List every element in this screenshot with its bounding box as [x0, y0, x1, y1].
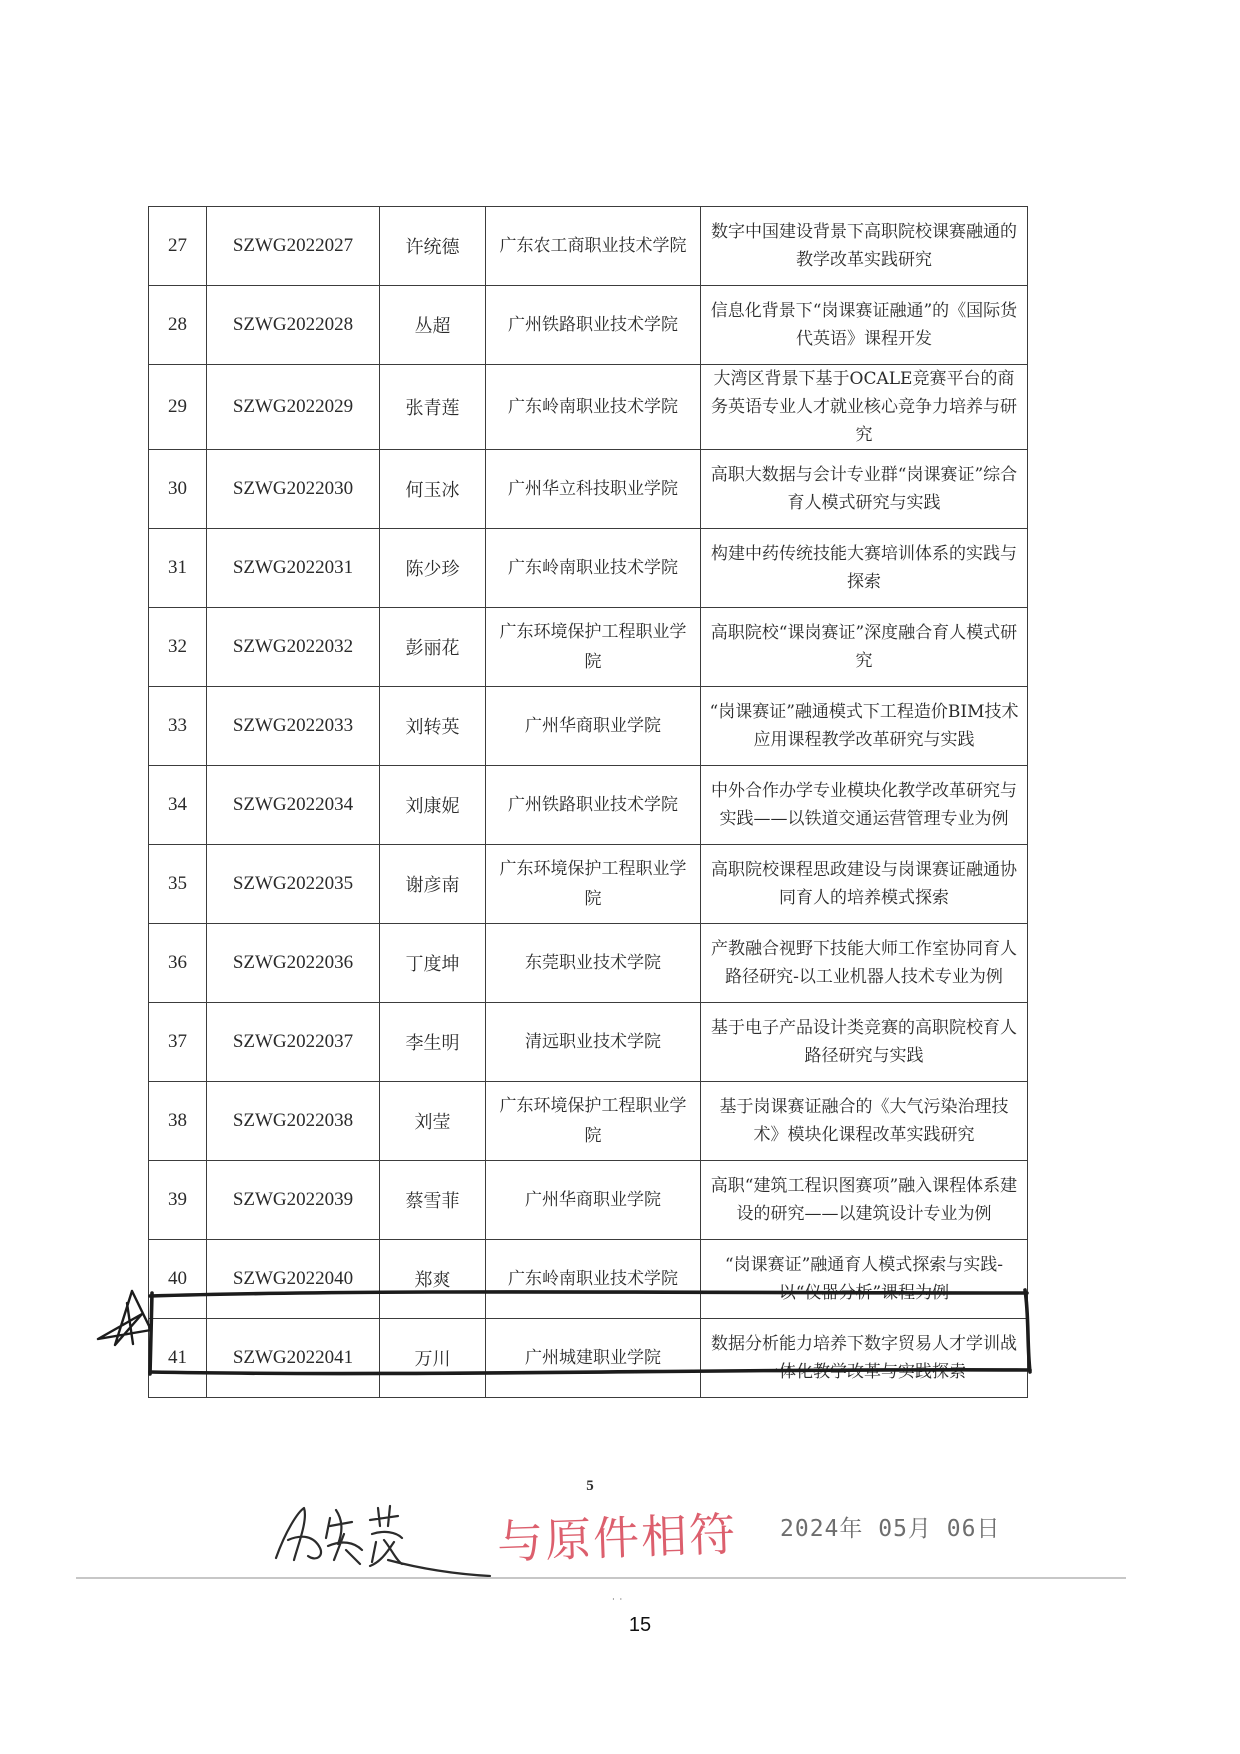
row-number-cell: 39 — [149, 1161, 207, 1240]
project-table-body — [149, 207, 1028, 1398]
row-number-cell: 41 — [149, 1319, 207, 1398]
table-row — [149, 1319, 1028, 1398]
table-row — [149, 924, 1028, 1003]
institution-cell: 广州华商职业学院 — [486, 687, 701, 766]
project-topic-cell: 高职院校课程思政建设与岗课赛证融通协同育人的培养模式探索 — [701, 845, 1028, 924]
project-code-cell: SZWG2022040 — [207, 1240, 380, 1319]
institution-cell: 广东岭南职业技术学院 — [486, 529, 701, 608]
footer-page-number: 15 — [628, 1614, 652, 1636]
table-row — [149, 1082, 1028, 1161]
leader-name-cell: 张青莲 — [380, 365, 486, 450]
leader-name-cell: 蔡雪菲 — [380, 1161, 486, 1240]
institution-cell: 广州华立科技职业学院 — [486, 450, 701, 529]
project-code-cell: SZWG2022028 — [207, 286, 380, 365]
institution-cell: 广州铁路职业技术学院 — [486, 766, 701, 845]
leader-name-cell: 郑爽 — [380, 1240, 486, 1319]
project-code-cell: SZWG2022033 — [207, 687, 380, 766]
leader-name-cell: 李生明 — [380, 1003, 486, 1082]
table-row — [149, 766, 1028, 845]
row-number-cell: 36 — [149, 924, 207, 1003]
footer-tick-mark: ˙ ˙ — [612, 1596, 624, 1610]
project-topic-cell: “岗课赛证”融通育人模式探索与实践-以“仪器分析”课程为例 — [701, 1240, 1028, 1319]
row-number-cell: 38 — [149, 1082, 207, 1161]
project-table — [148, 206, 1028, 1398]
institution-cell: 广东岭南职业技术学院 — [486, 365, 701, 450]
project-code-cell: SZWG2022036 — [207, 924, 380, 1003]
row-number-cell: 31 — [149, 529, 207, 608]
certification-date: 2024年 05月 06日 — [780, 1516, 1001, 1542]
row-number-cell: 34 — [149, 766, 207, 845]
project-topic-cell: 中外合作办学专业模块化教学改革研究与实践——以铁道交通运营管理专业为例 — [701, 766, 1028, 845]
leader-name-cell: 刘康妮 — [380, 766, 486, 845]
leader-name-cell: 万川 — [380, 1319, 486, 1398]
leader-name-cell: 丁度坤 — [380, 924, 486, 1003]
project-code-cell: SZWG2022034 — [207, 766, 380, 845]
project-topic-cell: 数据分析能力培养下数字贸易人才学训战一体化教学改革与实践探索 — [701, 1319, 1028, 1398]
project-code-cell: SZWG2022038 — [207, 1082, 380, 1161]
institution-cell: 广东环境保护工程职业学院 — [486, 845, 701, 924]
institution-cell: 广东农工商职业技术学院 — [486, 207, 701, 286]
row-number-cell: 33 — [149, 687, 207, 766]
leader-name-cell: 谢彦南 — [380, 845, 486, 924]
institution-cell: 东莞职业技术学院 — [486, 924, 701, 1003]
project-topic-cell: “岗课赛证”融通模式下工程造价BIM技术应用课程教学改革研究与实践 — [701, 687, 1028, 766]
table-row — [149, 529, 1028, 608]
table-row — [149, 450, 1028, 529]
table-row — [149, 207, 1028, 286]
row-number-cell: 37 — [149, 1003, 207, 1082]
row-number-cell: 40 — [149, 1240, 207, 1319]
row-number-cell: 30 — [149, 450, 207, 529]
row-number-cell: 28 — [149, 286, 207, 365]
project-topic-cell: 基于岗课赛证融合的《大气污染治理技术》模块化课程改革实践研究 — [701, 1082, 1028, 1161]
handwritten-signature — [268, 1490, 498, 1580]
project-topic-cell: 高职院校“课岗赛证”深度融合育人模式研究 — [701, 608, 1028, 687]
project-topic-cell: 构建中药传统技能大赛培训体系的实践与探索 — [701, 529, 1028, 608]
project-topic-cell: 信息化背景下“岗课赛证融通”的《国际货代英语》课程开发 — [701, 286, 1028, 365]
leader-name-cell: 刘莹 — [380, 1082, 486, 1161]
table-row — [149, 687, 1028, 766]
leader-name-cell: 何玉冰 — [380, 450, 486, 529]
row-number-cell: 29 — [149, 365, 207, 450]
leader-name-cell: 丛超 — [380, 286, 486, 365]
project-code-cell: SZWG2022035 — [207, 845, 380, 924]
table-row — [149, 365, 1028, 450]
table-row — [149, 1003, 1028, 1082]
institution-cell: 清远职业技术学院 — [486, 1003, 701, 1082]
project-code-cell: SZWG2022039 — [207, 1161, 380, 1240]
table-row — [149, 845, 1028, 924]
project-code-cell: SZWG2022032 — [207, 608, 380, 687]
institution-cell: 广州铁路职业技术学院 — [486, 286, 701, 365]
project-topic-cell: 产教融合视野下技能大师工作室协同育人路径研究-以工业机器人技术专业为例 — [701, 924, 1028, 1003]
leader-name-cell: 彭丽花 — [380, 608, 486, 687]
table-row — [149, 1161, 1028, 1240]
project-topic-cell: 基于电子产品设计类竞赛的高职院校育人路径研究与实践 — [701, 1003, 1028, 1082]
institution-cell: 广州城建职业学院 — [486, 1319, 701, 1398]
institution-cell: 广东环境保护工程职业学院 — [486, 1082, 701, 1161]
project-code-cell: SZWG2022027 — [207, 207, 380, 286]
institution-cell: 广东环境保护工程职业学院 — [486, 608, 701, 687]
project-topic-cell: 数字中国建设背景下高职院校课赛融通的教学改革实践研究 — [701, 207, 1028, 286]
certified-copy-stamp: 与原件相符 — [496, 1506, 738, 1570]
table-row — [149, 1240, 1028, 1319]
leader-name-cell: 许统德 — [380, 207, 486, 286]
project-code-cell: SZWG2022031 — [207, 529, 380, 608]
project-topic-cell: 高职“建筑工程识图赛项”融入课程体系建设的研究——以建筑设计专业为例 — [701, 1161, 1028, 1240]
project-topic-cell: 大湾区背景下基于OCALE竞赛平台的商务英语专业人才就业核心竞争力培养与研究 — [701, 365, 1028, 450]
star-mark-icon — [98, 1291, 151, 1345]
page-number-small: 5 — [586, 1478, 594, 1494]
table-row — [149, 608, 1028, 687]
project-topic-cell: 高职大数据与会计专业群“岗课赛证”综合育人模式研究与实践 — [701, 450, 1028, 529]
project-code-cell: SZWG2022029 — [207, 365, 380, 450]
row-number-cell: 35 — [149, 845, 207, 924]
leader-name-cell: 陈少珍 — [380, 529, 486, 608]
institution-cell: 广东岭南职业技术学院 — [486, 1240, 701, 1319]
project-code-cell: SZWG2022037 — [207, 1003, 380, 1082]
row-number-cell: 32 — [149, 608, 207, 687]
institution-cell: 广州华商职业学院 — [486, 1161, 701, 1240]
footer-divider — [76, 1577, 1126, 1579]
row-number-cell: 27 — [149, 207, 207, 286]
project-code-cell: SZWG2022030 — [207, 450, 380, 529]
project-code-cell: SZWG2022041 — [207, 1319, 380, 1398]
leader-name-cell: 刘转英 — [380, 687, 486, 766]
table-row — [149, 286, 1028, 365]
